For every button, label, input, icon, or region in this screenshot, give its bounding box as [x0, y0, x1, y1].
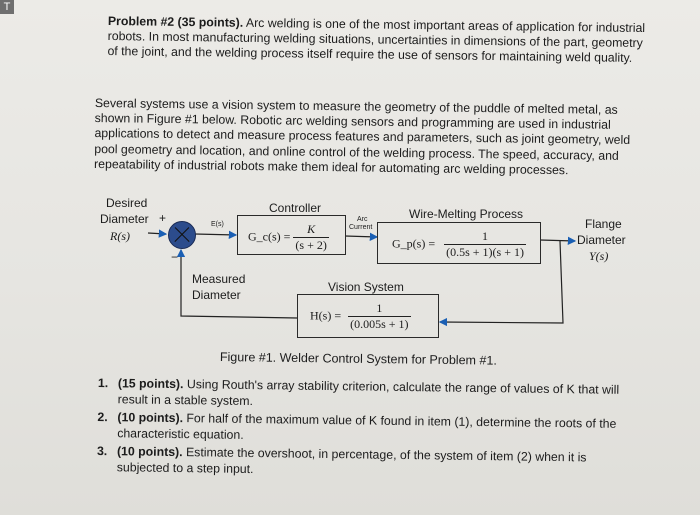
item-points: (10 points).: [116, 444, 183, 460]
item-number: 1.: [97, 376, 109, 391]
diameter-label: Diameter: [100, 212, 149, 226]
problem-title: Problem #2 (35 points).: [107, 14, 244, 30]
controller-lhs: G_c(s) =: [248, 229, 291, 244]
output-symbol: Y(s): [589, 249, 609, 263]
sensor-numerator: 1: [348, 301, 410, 317]
sensor-title: Vision System: [328, 280, 404, 294]
controller-block: [237, 215, 346, 255]
item-points: (15 points).: [117, 376, 184, 392]
plant-numerator: 1: [444, 229, 526, 245]
item-points: (10 points).: [117, 410, 184, 426]
list-item: [97, 410, 642, 448]
plus-sign: +: [159, 211, 167, 225]
controller-title: Controller: [269, 201, 322, 215]
item-number: 3.: [96, 443, 108, 459]
controller-transfer-function: [248, 222, 329, 253]
input-symbol: R(s): [110, 229, 130, 243]
arc-label: Arc: [357, 216, 368, 223]
desired-label: Desired: [106, 196, 148, 210]
question-list: [97, 376, 643, 485]
controller-denominator: (s + 2): [295, 238, 327, 252]
flange-diameter-label: Diameter: [577, 233, 626, 247]
plant-denominator: (0.5s + 1)(s + 1): [446, 245, 524, 259]
plant-lhs: G_p(s) =: [392, 236, 436, 251]
item-text: Using Routh's array stability criterion, calculate the range of values of K that will result in a stable system.: [117, 377, 620, 408]
arc-current-arrow: [345, 236, 377, 237]
item-number: 2.: [97, 409, 108, 425]
error-arrow: [195, 234, 236, 235]
current-label: Current: [349, 224, 373, 231]
item-text: For half of the maximum value of K found in item (1), determine the roots of the characteristic equation.: [117, 411, 617, 442]
problem-paragraph-2: Several systems use a vision system to measure the geometry of the puddle of melted metal, as shown in Figure #1 below. Robotic arc welding sensors and programming are used in industrial applications to detect and measure process features and parameters, such as joint geometry, weld pool geometry and location, and online control of the welding process. The speed, accuracy, and repeatability of industrial robots make them ideal for automating arc welding processes.: [94, 96, 631, 178]
list-item: [98, 376, 643, 414]
problem-intro-text: Arc welding is one of the most important areas of application for industrial robots. In most manufacturing welding situations, uncertainties in dimensions of the part, geometry of the joint, and the welding process itself require the use of sensors for maintaining weld quality.: [107, 15, 646, 66]
summing-junction: [168, 221, 196, 249]
measured-diameter-label: Diameter: [192, 288, 241, 302]
sensor-denominator: (0.005s + 1): [350, 317, 409, 331]
plant-title: Wire-Melting Process: [409, 207, 524, 221]
list-item: [97, 444, 642, 482]
sensor-block: [297, 294, 439, 338]
plant-transfer-function: [392, 229, 526, 260]
plant-block: [377, 222, 541, 264]
sensor-transfer-function: [310, 301, 411, 332]
sensor-lhs: H(s) =: [310, 308, 342, 323]
item-text: Estimate the overshoot, in percentage, of the system of item (2) when it is subjected to a step input.: [116, 445, 587, 476]
minus-sign: −: [171, 250, 179, 264]
measured-label: Measured: [192, 272, 246, 286]
controller-numerator: K: [293, 222, 328, 238]
input-arrow: [148, 233, 166, 234]
error-label: E(s): [211, 221, 224, 228]
corner-badge: T: [0, 0, 14, 14]
figure-caption: Figure #1. Welder Control System for Problem #1.: [219, 350, 497, 368]
flange-label: Flange: [585, 217, 622, 231]
output-arrow: [540, 240, 575, 241]
